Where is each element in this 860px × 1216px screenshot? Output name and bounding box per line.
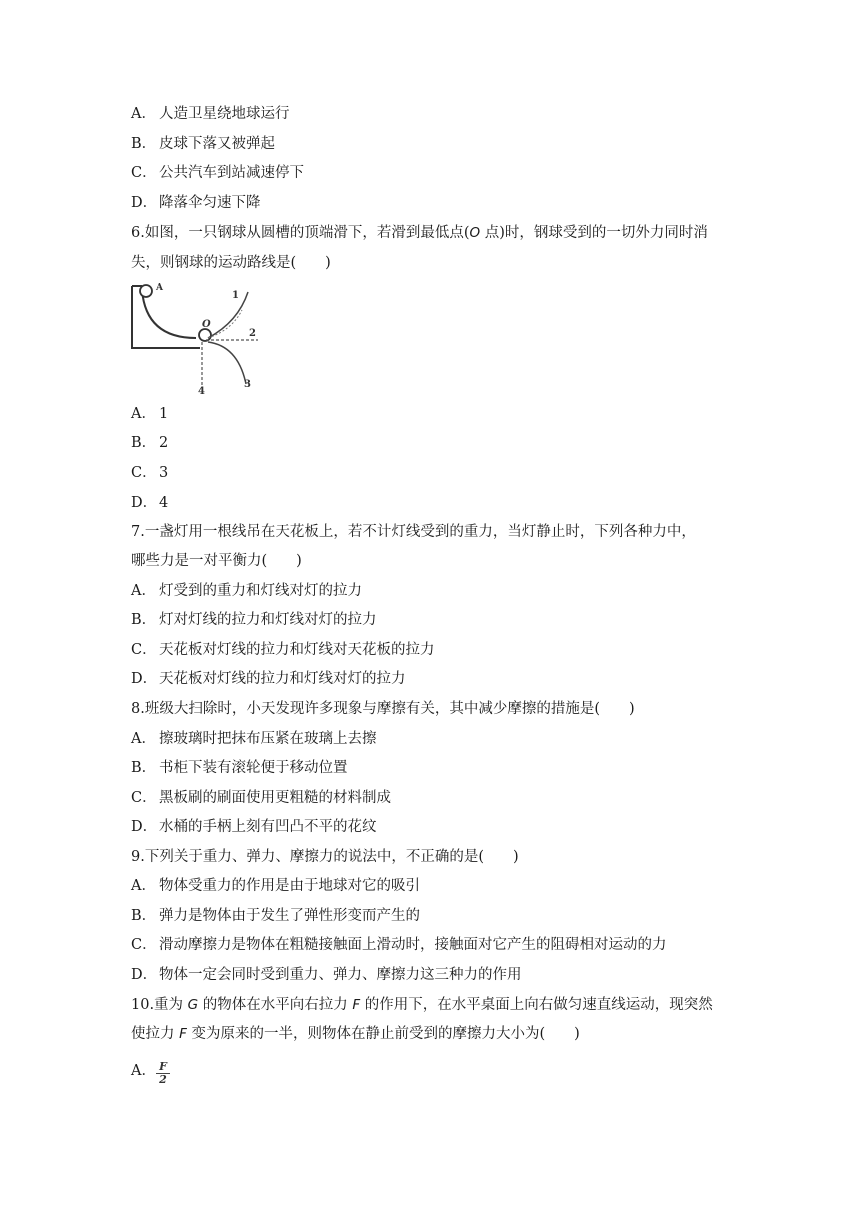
q8-option-a: A． 擦玻璃时把抹布压紧在玻璃上去擦 bbox=[131, 731, 377, 747]
q6-stem-line2: 失，则钢球的运动路线是( ) bbox=[131, 255, 331, 271]
q7-option-a: A． 灯受到的重力和灯线对灯的拉力 bbox=[131, 583, 362, 599]
q9-option-b: B． 弹力是物体由于发生了弹性形变而产生的 bbox=[131, 908, 420, 924]
path-1 bbox=[208, 292, 248, 338]
fraction-numerator: F bbox=[159, 1060, 167, 1073]
q10-stem-line2: 使拉力 F 变为原来的一半，则物体在静止前受到的摩擦力大小为( ) bbox=[131, 1026, 580, 1042]
q5-option-d: D． 降落伞匀速下降 bbox=[131, 195, 261, 211]
q10-option-a-label: A． bbox=[131, 1063, 156, 1079]
q8-option-d: D． 水桶的手柄上刻有凹凸不平的花纹 bbox=[131, 819, 377, 835]
label-3: 3 bbox=[244, 379, 251, 390]
bowl-arc bbox=[142, 290, 196, 338]
q7-option-b: B． 灯对灯线的拉力和灯线对灯的拉力 bbox=[131, 612, 377, 628]
label-2: 2 bbox=[249, 328, 256, 339]
q6-option-d: D． 4 bbox=[131, 495, 169, 511]
q8-option-b: B． 书柜下装有滚轮便于移动位置 bbox=[131, 760, 348, 776]
ball-a bbox=[140, 285, 152, 297]
q5-option-c: C． 公共汽车到站减速停下 bbox=[131, 165, 304, 181]
label-a: A bbox=[156, 283, 163, 293]
path-3 bbox=[208, 342, 246, 384]
fraction-f-over-2 bbox=[156, 1062, 170, 1085]
q9-option-c: C． 滑动摩擦力是物体在粗糙接触面上滑动时，接触面对它产生的阻碍相对运动的力 bbox=[131, 937, 667, 953]
q6-stem-line1: 6.如图，一只钢球从圆槽的顶端滑下，若滑到最低点(O 点)时，钢球受到的一切外力同时消 bbox=[131, 225, 708, 241]
q7-stem-line1: 7.一盏灯用一根线吊在天花板上，若不计灯线受到的重力，当灯静止时，下列各种力中， bbox=[131, 524, 696, 540]
q7-option-c: C． 天花板对灯线的拉力和灯线对天花板的拉力 bbox=[131, 642, 435, 658]
q7-option-d: D． 天花板对灯线的拉力和灯线对灯的拉力 bbox=[131, 671, 406, 687]
q6-option-b: B． 2 bbox=[131, 435, 169, 451]
q5-option-a: A． 人造卫星绕地球运行 bbox=[131, 106, 290, 122]
q9-stem: 9.下列关于重力、弹力、摩擦力的说法中，不正确的是( ) bbox=[131, 849, 519, 865]
label-o: O bbox=[202, 319, 211, 330]
q8-stem: 8.班级大扫除时，小天发现许多现象与摩擦有关，其中减少摩擦的措施是( ) bbox=[131, 701, 635, 717]
label-4: 4 bbox=[198, 386, 205, 396]
q6-option-a: A． 1 bbox=[131, 406, 169, 422]
q7-stem-line2: 哪些力是一对平衡力( ) bbox=[131, 553, 302, 569]
q9-option-a: A． 物体受重力的作用是由于地球对它的吸引 bbox=[131, 878, 420, 894]
ball-o bbox=[199, 329, 211, 341]
q6-option-c: C． 3 bbox=[131, 465, 169, 481]
q10-stem-line1: 10.重为 G 的物体在水平向右拉力 F 的作用下，在水平桌面上向右做匀速直线运动，现突然 bbox=[131, 997, 713, 1013]
q9-option-d: D． 物体一定会同时受到重力、弹力、摩擦力这三种力的作用 bbox=[131, 967, 522, 983]
q8-option-c: C． 黑板刷的刷面使用更粗糙的材料制成 bbox=[131, 790, 391, 806]
fraction-denominator: 2 bbox=[159, 1073, 167, 1086]
q5-option-b: B． 皮球下落又被弹起 bbox=[131, 136, 275, 152]
bowl-trajectory-figure bbox=[128, 280, 268, 396]
label-1: 1 bbox=[232, 290, 239, 301]
